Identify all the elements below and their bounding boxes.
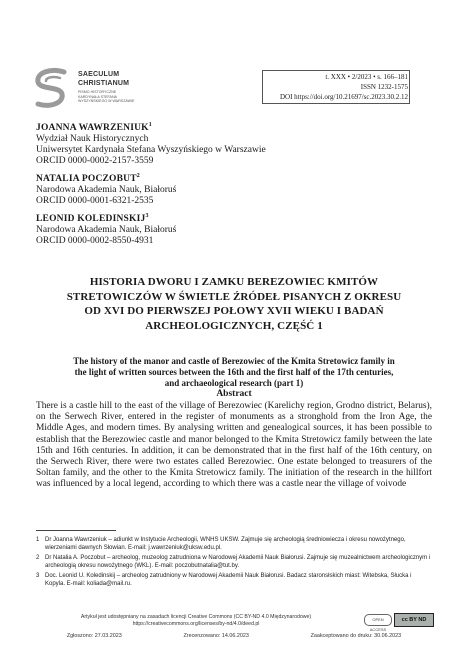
author-affiliation: Narodowa Akademia Nauk, Białoruś xyxy=(36,185,177,195)
submitted-date: Zgłoszono: 27.03.2023 xyxy=(66,633,122,639)
saeculum-christianum-logo xyxy=(30,66,74,110)
footnote-mark[interactable]: 2 xyxy=(136,172,140,179)
footnote-text: Doc. Leonid U. Koledinskij – archeolog zatrudniony w Narodowej Akademii Nauk Białorusi. Badacz staronsłskich miast: Witebska, Słucka i Kopyla. E-mail: koliada@mail.ru. xyxy=(45,572,412,588)
license-notice xyxy=(36,614,356,628)
title-line: HISTORIA DWORU I ZAMKU BEREZOWIEC KMITÓW xyxy=(89,276,379,288)
journal-name-line2: CHRISTIANUM xyxy=(78,80,130,87)
footnotes xyxy=(36,536,432,589)
author-orcid: ORCID 0000-0002-2157-3559 xyxy=(36,156,154,166)
title-line: ARCHEOLOGICZNYCH, CZĘŚĆ 1 xyxy=(145,319,323,332)
author-block xyxy=(36,214,432,247)
author-affiliation: Uniwersytet Kardynała Stefana Wyszyńskiego w Warszawie xyxy=(36,145,266,155)
footnote-number: 1 xyxy=(36,537,40,543)
title-line: STRETOWICZÓW W ŚWIETLE ŹRÓDEŁ PISANYCH Z OKRESU xyxy=(66,290,402,303)
abstract-heading: Abstract xyxy=(216,389,252,399)
author-name: LEONID KOLEDINSKIJ$^3$ xyxy=(36,212,149,224)
article-title-english xyxy=(36,356,432,388)
footnote-mark[interactable]: 3 xyxy=(145,212,149,219)
open-access-badge: OPEN ACCESS xyxy=(364,614,392,626)
footnote-mark[interactable]: 1 xyxy=(148,121,152,128)
footnote-divider xyxy=(36,530,116,531)
title-line: The history of the manor and castle of Berezowiec of the Kmita Stretowicz family in xyxy=(73,356,395,366)
author-orcid: ORCID 0000-0002-8550-4931 xyxy=(36,236,154,246)
journal-subtitle: PISMO HISTORYCZNE KARDYNAŁA STEFANA WYSZYŃSKIEGO W WARSZAWIE xyxy=(78,90,135,104)
article-dates xyxy=(36,633,432,639)
author-affiliation: Narodowa Akademia Nauk, Białoruś xyxy=(36,225,177,235)
author-affiliation: Wydział Nauk Historycznych xyxy=(36,134,149,144)
footnote xyxy=(36,554,432,571)
footnote-text: Dr Joanna Wawrzeniuk – adiunkt w Instytucie Archeologii, WNHS UKSW. Zajmuje się archeologią średniowiecza i okresu nowożytnego, wierzeniami dawnych Słowian. E-mail: j.wawrzeniuk@uksw.edu.pl. xyxy=(45,537,406,552)
license-text: Artykuł jest udostępniany na zasadach licencji Creative Commons (CC BY-ND 4.0 Międzynarodowe) xyxy=(80,614,312,620)
author-name: NATALIA POCZOBUT$^2$ xyxy=(36,172,140,184)
title-line: and archaeological research (part 1) xyxy=(164,377,304,388)
issn: ISSN 1232-1575 xyxy=(360,83,408,91)
creative-commons-badge: cc BY ND xyxy=(394,613,434,627)
footnote xyxy=(36,572,432,589)
journal-name xyxy=(78,70,138,104)
footnote-number: 3 xyxy=(36,572,40,579)
footnote-text: Dr Natalia A. Poczobut – archeolog, muzeolog zatrudniona w Narodowej Akademii Nauk Białorusi. Zajmuje się muzealnictwem archeologicznym i archeologią okresu nowożytnego (WKL). E-mail: poczobutnatalia@tut.by. xyxy=(45,554,431,570)
license-url[interactable]: https://creativecommons.org/licenses/by-nd/4.0/deed.pl xyxy=(132,621,260,627)
author-name: JOANNA WAWRZENIUK$^1$ xyxy=(36,121,152,133)
reviewed-date: Zrecenzowano: 14.06.2023 xyxy=(183,633,249,639)
article-title-polish xyxy=(36,275,432,333)
accepted-date: Zaakceptowano do druku: 30.06.2023 xyxy=(310,633,402,639)
author-orcid: ORCID 0000-0001-6321-2535 xyxy=(36,196,154,206)
title-line: OD XVI DO PIERWSZEJ POŁOWY XVII WIEKU I BADAŃ xyxy=(84,305,384,318)
title-line: the light of written sources between the 16th and the first half of the 17th centuries, xyxy=(74,366,394,377)
author-block xyxy=(36,123,432,167)
journal-name-line1: SAECULUM xyxy=(78,71,120,78)
footnote xyxy=(36,536,432,553)
author-list xyxy=(36,123,432,254)
abstract-text: There is a castle hill to the east of the village of Berezowiec (Karelichy region, Grodno district, Belarus), on the Serwech River, entered in the register of monuments as a stronghold from the Iron Age, the Middle Ages, and modern times. By analysing written and genealogical sources, it has been possible to establish that the Berezowiec castle and manor belonged to the Kmita Stretowicz family between the late 15th and 16th centuries. In addition, it can be demonstrated that in the first half of the 16th century, on the Serwech River, there were two estates called Berezowiec. One estate belonged to treasurers of the Soltan family, and the other to the Kmita Stretowicz family. The initiation of the research in the hillfort was influenced by a local legend, according to which there was a castle near the village of voivode xyxy=(36,401,432,490)
footnote-number: 2 xyxy=(36,554,40,561)
volume-pages: t. XXX • 2/2023 • s. 166–181 xyxy=(325,73,408,81)
author-block xyxy=(36,174,432,207)
doi-link[interactable]: DOI https://doi.org/10.21697/sc.2023.30.2.12 xyxy=(279,93,408,101)
